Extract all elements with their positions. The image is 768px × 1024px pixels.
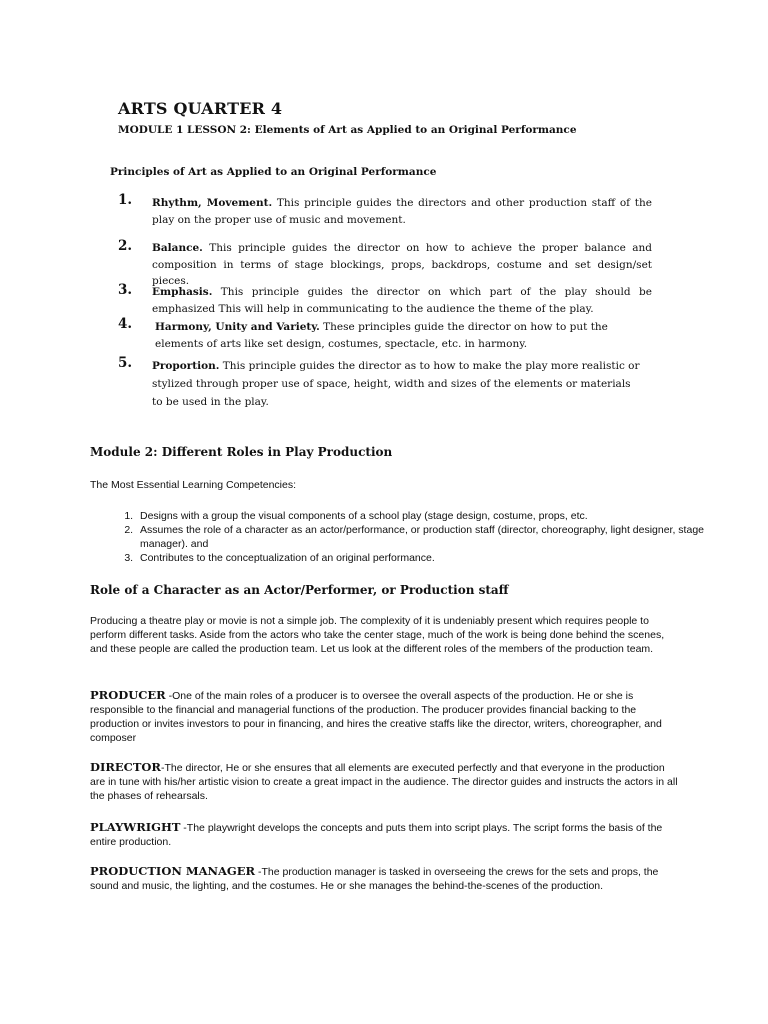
- principle-term: Proportion.: [152, 360, 220, 372]
- module2-heading: Module 2: Different Roles in Play Production: [90, 445, 393, 459]
- role-term: PRODUCER: [90, 688, 166, 702]
- roles-heading: Role of a Character as an Actor/Performer, or Production staff: [90, 583, 509, 597]
- role-text: -The production manager is tasked in overseeing the crews for the sets and props, the sound and music, the lighting, and the costumes. He or she manages the behind-the-scenes of the production.: [90, 866, 659, 892]
- lesson-subtitle: [118, 124, 577, 136]
- role-entry-production-manager: [90, 864, 682, 893]
- principle-item: [152, 284, 652, 317]
- role-entry-playwright: [90, 820, 682, 849]
- role-text: -The director, He or she ensures that all elements are executed perfectly and that everyone in the production are in tune with his/her artistic vision to create a great impact in the audience. The director guides and instructs the actors in all the phases of rehearsals.: [90, 762, 678, 802]
- role-text: -One of the main roles of a producer is to oversee the overall aspects of the production. He or she is responsible to the financial and managerial functions of the production. The producer provides financial backing to the production or invites investors to pour in financing, and hires the creative staffs like the director, writers, choreographer, and composer: [90, 690, 662, 744]
- lesson-subtitle-rest: Elements of Art as Applied to an Original Performance: [250, 124, 577, 136]
- principle-text: This principle guides the director on which part of the play should be emphasized This will help in communicating to the audience the theme of the play.: [152, 286, 652, 315]
- lesson-subtitle-prefix: MODULE 1 LESSON 2:: [118, 124, 251, 136]
- role-term: PRODUCTION MANAGER: [90, 864, 256, 878]
- principle-text: This principle guides the director as to how to make the play more realistic or stylized through proper use of space, height, width and sizes of the elements or materials to be used in the play.: [152, 360, 640, 408]
- principle-term: Emphasis.: [152, 286, 213, 298]
- principle-number: 3.: [118, 282, 133, 298]
- principle-term: Balance.: [152, 242, 203, 254]
- role-entry-director: [90, 760, 682, 803]
- principle-number: 1.: [118, 192, 133, 208]
- roles-intro: Producing a theatre play or movie is not a simple job. The complexity of it is undeniably present which requires people to perform different tasks. Aside from the actors who take the center stage, much of the work is being done behind the scenes, and these people are called the production team. Let us look at the different roles of the members of the production team.: [90, 615, 665, 655]
- role-text: -The playwright develops the concepts and puts them into script plays. The script forms the basis of the entire production.: [90, 822, 663, 848]
- principle-text: This principle guides the director on how to achieve the proper balance and composition in terms of stage blockings, props, backdrops, costume and set design/set pieces.: [152, 242, 652, 287]
- principle-item: [155, 319, 625, 352]
- melc-label: The Most Essential Learning Competencies:: [90, 479, 297, 491]
- principle-number: 4.: [118, 316, 133, 332]
- principle-term: Rhythm, Movement.: [152, 197, 273, 209]
- principle-number: 5.: [118, 355, 133, 371]
- principle-term: Harmony, Unity and Variety.: [155, 321, 320, 333]
- principle-number: 2.: [118, 238, 133, 254]
- principle-text: This principle guides the directors and other production staff of the play on the proper use of music and movement.: [152, 197, 652, 226]
- role-term: PLAYWRIGHT: [90, 820, 181, 834]
- principle-item: [152, 240, 652, 290]
- role-entry-producer: [90, 688, 682, 745]
- role-term: DIRECTOR: [90, 760, 161, 774]
- list-item: 3. Contributes to the conceptualization of an original performance.: [136, 551, 726, 565]
- page-title: ARTS QUARTER 4: [118, 99, 283, 118]
- principle-item: [152, 195, 652, 228]
- competencies-list: [90, 509, 726, 565]
- list-item: 1. Designs with a group the visual components of a school play (stage design, costume, props, etc.: [136, 509, 726, 523]
- list-item: 2. Assumes the role of a character as an actor/performance, or production staff (director, choreography, light designer, stage manager). and: [136, 523, 726, 551]
- principle-text: These principles guide the director on how to put the elements of arts like set design, costumes, spectacle, etc. in harmony.: [155, 321, 608, 350]
- principle-item: [152, 357, 642, 411]
- principles-heading: Principles of Art as Applied to an Original Performance: [110, 166, 437, 178]
